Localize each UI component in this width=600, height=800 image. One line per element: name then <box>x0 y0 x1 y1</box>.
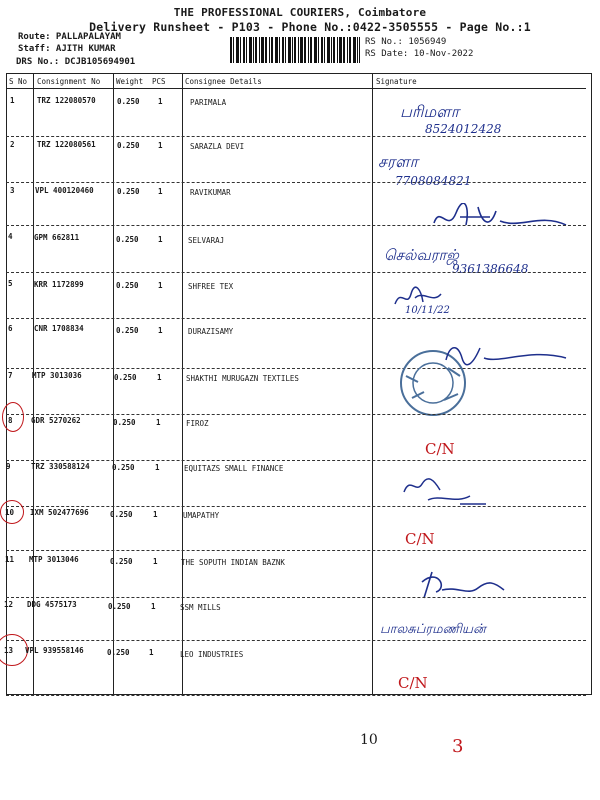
row-sno: 13 <box>4 646 14 655</box>
row-pcs: 1 <box>149 648 154 657</box>
row-pcs: 1 <box>151 602 156 611</box>
row-signature-extra: 8524012428 <box>425 122 502 136</box>
row-weight: 0.250 <box>117 141 140 150</box>
row-consignment: TRZ 122080561 <box>37 140 96 149</box>
column-divider <box>182 73 183 695</box>
row-consignment: MTP 3013046 <box>29 555 79 564</box>
row-rule <box>6 414 586 415</box>
row-signature: செல்வராஜ் <box>384 246 459 264</box>
handwritten-count-right: 3 <box>452 736 464 757</box>
row-pcs: 1 <box>153 557 158 566</box>
row-consignee: SELVARAJ <box>188 236 225 245</box>
row-consignee: SHAKTHI MURUGAZN TEXTILES <box>186 374 299 383</box>
row-consignee: RAVIKUMAR <box>190 188 231 197</box>
row-weight: 0.250 <box>116 235 139 244</box>
row-rule <box>6 225 586 226</box>
row-pcs: 1 <box>153 510 158 519</box>
row-rule <box>6 550 586 551</box>
row-pcs: 1 <box>157 373 162 382</box>
row-weight: 0.250 <box>114 373 137 382</box>
drs-number: DRS No.: DCJB105694901 <box>16 57 136 67</box>
row-signature: பரிமளா <box>400 102 460 121</box>
row-sno: 5 <box>8 279 13 288</box>
row-pcs: 1 <box>158 326 163 335</box>
row-consignee: THE SOPUTH INDIAN BAZNK <box>181 558 285 567</box>
row-weight: 0.250 <box>113 418 136 427</box>
row-pcs: 1 <box>156 418 161 427</box>
row-weight: 0.250 <box>116 326 139 335</box>
handwritten-count-left: 10 <box>360 732 378 748</box>
row-sno: 2 <box>10 140 15 149</box>
row-consignee: EQUITAZS SMALL FINANCE <box>184 464 284 473</box>
row-signature-scribble <box>430 203 570 235</box>
red-circle-mark <box>2 402 24 432</box>
row-consignment: DDG 4575173 <box>27 600 77 609</box>
row-rule <box>6 695 586 696</box>
rs-date: RS Date: 10-Nov-2022 <box>365 49 474 59</box>
row-sno: 6 <box>8 324 13 333</box>
row-sno: 11 <box>5 555 15 564</box>
row-pcs: 1 <box>158 187 163 196</box>
row-pcs: 1 <box>158 97 163 106</box>
row-signature: C/N <box>425 440 455 458</box>
row-sno: 10 <box>5 508 15 517</box>
col-weight: Weight <box>116 77 144 86</box>
row-consignee: UMAPATHY <box>183 511 220 520</box>
row-consignee: PARIMALA <box>190 98 227 107</box>
row-sno: 7 <box>8 371 13 380</box>
staff-label: Staff: AJITH KUMAR <box>18 44 116 54</box>
row-rule <box>6 640 586 641</box>
row-signature: C/N <box>398 674 428 692</box>
row-rule <box>6 182 586 183</box>
row-sno: 12 <box>4 600 14 609</box>
row-consignment: MTP 3013036 <box>32 371 82 380</box>
col-consignee: Consignee Details <box>185 77 262 86</box>
row-consignee: LEO INDUSTRIES <box>180 650 244 659</box>
row-consignment: KRR 1172899 <box>34 280 84 289</box>
row-consignee: FIROZ <box>186 419 209 428</box>
row-consignee: DURAZISAMY <box>188 327 234 336</box>
row-weight: 0.250 <box>108 602 131 611</box>
row-pcs: 1 <box>158 141 163 150</box>
row-rule <box>6 368 586 369</box>
col-pcs: PCS <box>152 77 166 86</box>
row-sno: 4 <box>8 232 13 241</box>
row-consignment: VPL 939558146 <box>25 646 84 655</box>
row-sno: 9 <box>6 462 11 471</box>
row-consignment: IXM 502477696 <box>30 508 89 517</box>
row-consignment: GPM 662811 <box>34 233 80 242</box>
runsheet-title: THE PROFESSIONAL COURIERS, Coimbatore <box>173 6 427 19</box>
row-rule <box>6 272 586 273</box>
row-weight: 0.250 <box>117 187 140 196</box>
row-consignment: TRZ 122080570 <box>37 96 96 105</box>
row-signature: பாலசுப்ரமணியன் <box>380 622 486 637</box>
runsheet-subtitle: Delivery Runsheet - P103 - Phone No.:0422-3505555 - Page No.:1 <box>89 20 531 34</box>
row-sno: 1 <box>10 96 15 105</box>
column-divider <box>372 73 373 695</box>
row-pcs: 1 <box>155 463 160 472</box>
row-weight: 0.250 <box>112 463 135 472</box>
row-rule <box>6 318 586 319</box>
row-pcs: 1 <box>158 281 163 290</box>
row-consignee: SHFREE TEX <box>188 282 234 291</box>
row-signature-scribble <box>440 340 570 368</box>
row-signature-extra: 9361386648 <box>452 262 529 276</box>
col-consignment: Consignment No <box>37 77 101 86</box>
row-rule <box>6 136 586 137</box>
row-pcs: 1 <box>158 235 163 244</box>
header-rule <box>6 88 586 89</box>
row-signature: C/N <box>405 530 435 548</box>
row-signature-extra: 10/11/22 <box>405 305 450 316</box>
col-sno: S No <box>9 77 28 86</box>
row-consignee: SSM MILLS <box>180 603 221 612</box>
barcode <box>230 37 360 63</box>
row-rule <box>6 460 586 461</box>
row-sno: 8 <box>8 416 13 425</box>
row-sno: 3 <box>10 186 15 195</box>
route-label: Route: PALLAPALAYAM <box>18 32 121 42</box>
rs-number: RS No.: 1056949 <box>365 37 447 47</box>
row-weight: 0.250 <box>110 510 133 519</box>
row-weight: 0.250 <box>107 648 130 657</box>
col-signature: Signature <box>376 77 417 86</box>
row-consignment: CNR 1708834 <box>34 324 84 333</box>
row-weight: 0.250 <box>110 557 133 566</box>
row-signature-scribble <box>400 474 490 510</box>
row-weight: 0.250 <box>116 281 139 290</box>
row-rule <box>6 597 586 598</box>
row-consignment: VPL 400120460 <box>35 186 94 195</box>
row-signature: சரளா <box>378 152 418 171</box>
row-consignment: GDR 5270262 <box>31 416 81 425</box>
row-weight: 0.250 <box>117 97 140 106</box>
row-consignment: TRZ 330588124 <box>31 462 90 471</box>
row-signature-scribble <box>418 568 508 604</box>
row-signature-extra: 7708084821 <box>395 174 472 188</box>
row-rule <box>6 506 586 507</box>
row-consignee: SARAZLA DEVI <box>190 142 245 151</box>
